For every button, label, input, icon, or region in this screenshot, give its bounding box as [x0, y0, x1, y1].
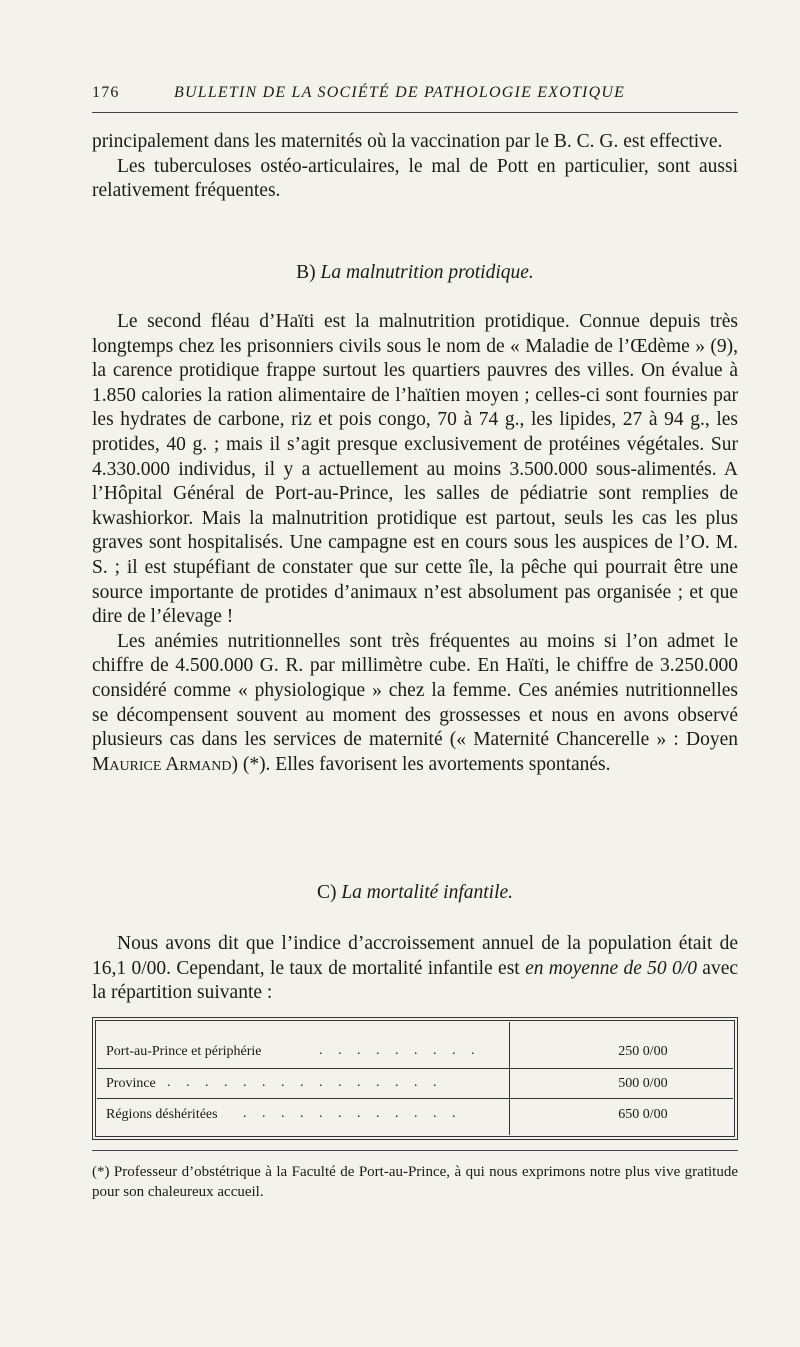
footnote-rule [92, 1150, 738, 1151]
header-rule [92, 112, 738, 113]
section-c-text [92, 932, 738, 1006]
intro-text [92, 130, 738, 204]
leader-dots: . . . . . . . . . [319, 1043, 481, 1058]
row-divider [97, 1068, 733, 1069]
region-label: Province [106, 1076, 156, 1091]
page-number: 176 [92, 84, 120, 101]
leader-dots: . . . . . . . . . . . . . . . [167, 1075, 443, 1090]
table-row [97, 1038, 733, 1067]
paragraph: Le second fléau d’Haïti est la malnutrition protidique. Connue depuis très longtemps chez les prisonniers civils sous le nom de « Maladie de l’Œdème » (9), la carence protidique frappe surtout les quartiers pauvres des villes. On évalue à 1.850 calories la ration alimentaire de l’haïtien moyen ; celles-ci sont fournies par les hydrates de carbone, riz et pois congo, 70 à 74 g., les lipides, 27 à 94 g., les protides, 40 g. ; mais il s’agit presque exclusivement de protéines végétales. Sur 4.330.000 individus, il y a actuellement au moins 3.500.000 sous-alimentés. A l’Hôpital Général de Port-au-Prince, les salles de pédiatrie sont remplies de kwashiorkor. Mais la malnutrition protidique est partout, seuls les cas les plus graves sont hospitalisés. Une campagne est en cours sous les auspices de l’O. M. S. ; il est stupéfiant de constater que sur cette île, la pêche qui pourrait être une source importante de protides d’animaux n’est absolument pas organisée ; et que dire de l’élevage ! [92, 311, 738, 628]
emphasis: en moyenne de 50 0/0 [525, 957, 697, 979]
rate-value: 250 0/00 [618, 1044, 668, 1059]
section-title: La mortalité infantile. [341, 882, 514, 903]
row-divider [97, 1098, 733, 1099]
leader-dots: . . . . . . . . . . . . [243, 1106, 462, 1121]
author-name: Maurice Armand [92, 753, 232, 775]
text-run: avec la répartition suivante : [92, 957, 739, 1004]
section-heading-c [92, 882, 738, 904]
text-run: ) (*). Elles favorisent les avortements spontanés. [231, 753, 611, 775]
section-heading-b [92, 262, 738, 284]
running-header [92, 84, 740, 106]
section-letter: C) [316, 882, 337, 903]
section-letter: B) [296, 262, 316, 283]
text-run: Les anémies nutritionnelles sont très fréquentes au moins si l’on admet le chiffre de 4.500.000 G. R. par millimètre cube. En Haïti, le chiffre de 3.250.000 considéré comme « physiologique » chez la femme. Ces anémies nutritionnelles se décompensent souvent au moment des grossesses et nous en avons observé plusieurs cas dans les services de maternité (« Maternité Chancerelle » : Doyen [92, 630, 738, 751]
rate-value: 500 0/00 [618, 1076, 668, 1091]
journal-title: BULLETIN DE LA SOCIÉTÉ DE PATHOLOGIE EXOTIQUE [174, 84, 626, 101]
paragraph [92, 932, 738, 1006]
section-title: La malnutrition protidique. [320, 262, 534, 283]
table-row [97, 1070, 733, 1099]
mortality-table [92, 1017, 738, 1140]
section-b-text [92, 310, 738, 777]
footnote: (*) Professeur d’obstétrique à la Faculté de Port-au-Prince, à qui nous exprimons notre plus vive gratitude pour son chaleureux accueil. [92, 1164, 738, 1200]
paragraph: Les tuberculoses ostéo-articulaires, le mal de Pott en particulier, sont aussi relativement fréquentes. [92, 155, 738, 202]
region-label: Port-au-Prince et périphérie [106, 1044, 262, 1059]
region-label: Régions déshéritées [106, 1107, 218, 1122]
rate-value: 650 0/00 [618, 1107, 668, 1122]
paragraph: principalement dans les maternités où la vaccination par le B. C. G. est effective. [92, 131, 723, 152]
table-row [97, 1101, 733, 1130]
text-run: Nous avons dit que l’indice d’accroissement annuel de la population était de 16,1 0/00. Cependant, le taux de mortalité infantile est [92, 933, 738, 979]
paragraph [92, 630, 738, 778]
